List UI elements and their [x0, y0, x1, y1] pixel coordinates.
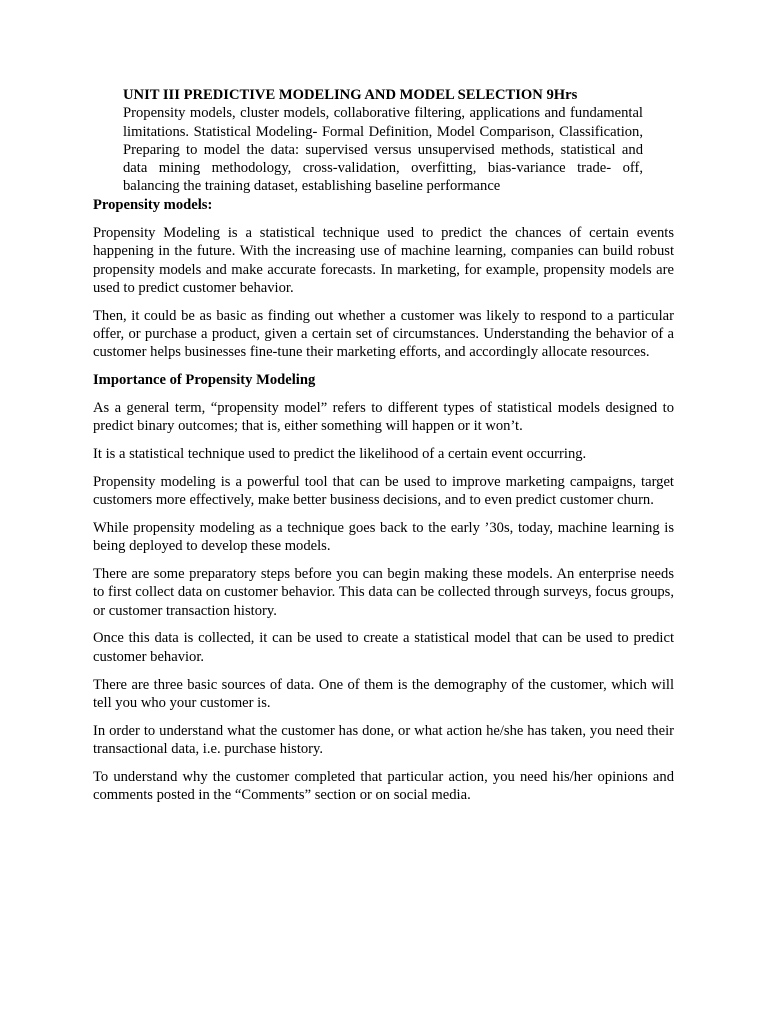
section-heading: Propensity models: — [93, 196, 213, 213]
paragraph: While propensity modeling as a technique goes back to the early ’30s, today, machine learning is being deployed to develop these models. — [93, 519, 674, 555]
paragraph: It is a statistical technique used to predict the likelihood of a certain event occurring. — [93, 446, 587, 463]
paragraph: Once this data is collected, it can be used to create a statistical model that can be used to predict customer behavior. — [93, 630, 674, 665]
paragraph: There are some preparatory steps before you can begin making these models. An enterprise needs to first collect data on customer behavior. This data can be collected through surveys, focus groups, or customer transaction history. — [93, 566, 674, 619]
paragraph: Propensity modeling is a powerful tool that can be used to improve marketing campaigns, target customers more effectively, make better business decisions, and to even predict customer churn. — [93, 473, 674, 509]
paragraph: There are three basic sources of data. One of them is the demography of the customer, which will tell you who your customer is. — [93, 676, 674, 711]
unit-header-block — [93, 86, 674, 196]
subheading: Importance of Propensity Modeling — [93, 372, 316, 389]
unit-syllabus: Propensity models, cluster models, collaborative filtering, applications and fundamental limitations. Statistical Modeling- Formal Definition, Model Comparison, Classification, Preparing to model the data: supervised versus unsupervised methods, statistical and data mining methodology, cross-validation, overfitting, bias-variance trade- off, balancing the training dataset, establishing baseline performance — [123, 105, 643, 195]
paragraph: In order to understand what the customer has done, or what action he/she has taken, you need their transactional data, i.e. purchase history. — [93, 722, 674, 757]
paragraph: Propensity Modeling is a statistical technique used to predict the chances of certain events happening in the future. With the increasing use of machine learning, companies can build robust propensity models and make accurate forecasts. In marketing, for example, propensity models are used to predict customer behavior. — [93, 225, 674, 296]
paragraph: To understand why the customer completed that particular action, you need his/her opinions and comments posted in the “Comments” section or on social media. — [93, 768, 674, 803]
unit-title: UNIT III PREDICTIVE MODELING AND MODEL SELECTION 9Hrs — [123, 87, 578, 103]
paragraph: As a general term, “propensity model” refers to different types of statistical models designed to predict binary outcomes; that is, either something will happen or it won’t. — [93, 399, 674, 435]
paragraph: Then, it could be as basic as finding out whether a customer was likely to respond to a particular offer, or purchase a product, given a certain set of circumstances. Understanding the behavior of a customer helps businesses fine-tune their marketing efforts, and accordingly allocate resources. — [93, 307, 674, 361]
